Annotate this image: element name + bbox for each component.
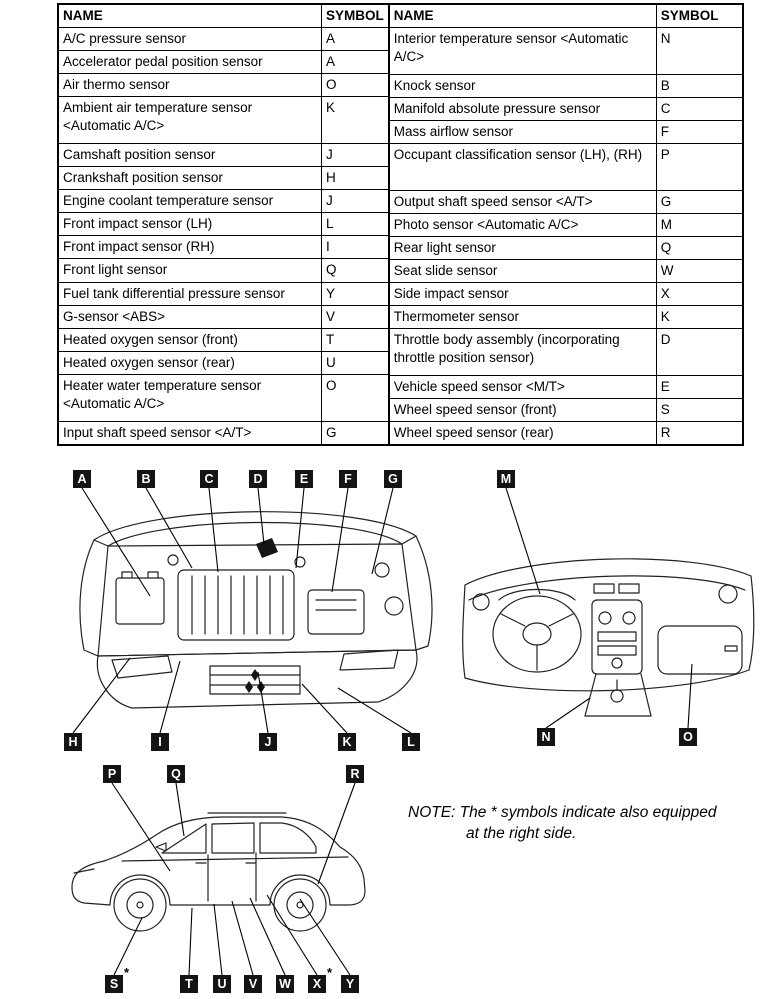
sensor-name-cell: Occupant classification sensor (LH), (RH) — [389, 144, 656, 191]
callout-f: F — [339, 470, 357, 488]
sensor-name-cell: Vehicle speed sensor <M/T> — [389, 376, 656, 399]
callout-j: J — [259, 733, 277, 751]
table-row — [59, 421, 389, 444]
symbol-cell: L — [322, 213, 389, 236]
callout-v: V — [244, 975, 262, 993]
sensor-name-cell: Air thermo sensor — [59, 74, 322, 97]
header-name: NAME — [389, 5, 656, 28]
table-row — [389, 144, 742, 191]
symbol-cell: Q — [322, 259, 389, 282]
callout-q: Q — [167, 765, 185, 783]
sensor-name-cell: Manifold absolute pressure sensor — [389, 98, 656, 121]
callout-x-star: * — [327, 965, 333, 980]
table-header-row — [389, 5, 742, 28]
table-row — [59, 190, 389, 213]
sensor-name-cell: Interior temperature sensor <Automatic A/C> — [389, 28, 656, 75]
table-row — [59, 51, 389, 74]
symbol-cell: V — [322, 305, 389, 328]
sensor-name-cell: Accelerator pedal position sensor — [59, 51, 322, 74]
sensor-name-cell: Camshaft position sensor — [59, 144, 322, 167]
table-row — [59, 259, 389, 282]
table-row — [389, 306, 742, 329]
sensor-name-cell: Thermometer sensor — [389, 306, 656, 329]
callout-s-star: * — [124, 965, 130, 980]
table-row — [389, 283, 742, 306]
symbol-cell: B — [656, 75, 742, 98]
table-row — [389, 329, 742, 376]
symbol-cell: O — [322, 374, 389, 421]
callout-o: O — [679, 728, 697, 746]
sensor-name-cell: Front light sensor — [59, 259, 322, 282]
symbol-cell: G — [656, 191, 742, 214]
callout-m: M — [497, 470, 515, 488]
callout-i: I — [151, 733, 169, 751]
leader-lines-overlay — [0, 446, 777, 999]
sensor-name-cell: Ambient air temperature sensor <Automatic A/C> — [59, 97, 322, 144]
symbol-cell: P — [656, 144, 742, 191]
sensor-table-right — [389, 4, 743, 445]
symbol-cell: K — [656, 306, 742, 329]
symbol-cell: J — [322, 190, 389, 213]
table-row — [389, 28, 742, 75]
callout-s: S — [105, 975, 123, 993]
sensor-name-cell: Heated oxygen sensor (front) — [59, 328, 322, 351]
callout-b: B — [137, 470, 155, 488]
callout-d: D — [249, 470, 267, 488]
sensor-name-cell: Rear light sensor — [389, 237, 656, 260]
header-name: NAME — [59, 5, 322, 28]
symbol-cell: R — [656, 422, 742, 445]
sensor-name-cell: Input shaft speed sensor <A/T> — [59, 421, 322, 444]
table-row — [389, 237, 742, 260]
symbol-cell: Y — [322, 282, 389, 305]
header-symbol: SYMBOL — [656, 5, 742, 28]
symbol-cell: U — [322, 351, 389, 374]
callout-y: Y — [341, 975, 359, 993]
sensor-name-cell: Knock sensor — [389, 75, 656, 98]
callout-a: A — [73, 470, 91, 488]
callout-e: E — [295, 470, 313, 488]
header-symbol: SYMBOL — [322, 5, 389, 28]
symbol-cell: N — [656, 28, 742, 75]
sensor-name-cell: Crankshaft position sensor — [59, 167, 322, 190]
table-row — [389, 191, 742, 214]
table-row — [59, 213, 389, 236]
sensor-name-cell: Wheel speed sensor (rear) — [389, 422, 656, 445]
callout-p: P — [103, 765, 121, 783]
symbol-cell: A — [322, 51, 389, 74]
sensor-name-cell: Heated oxygen sensor (rear) — [59, 351, 322, 374]
note-text: NOTE: The * symbols indicate also equipped at the right side. — [408, 804, 717, 842]
symbol-cell: D — [656, 329, 742, 376]
symbol-cell: F — [656, 121, 742, 144]
callout-g: G — [384, 470, 402, 488]
sensor-name-cell: G-sensor <ABS> — [59, 305, 322, 328]
symbol-cell: S — [656, 399, 742, 422]
symbol-cell: C — [656, 98, 742, 121]
sensor-location-figures — [0, 446, 777, 999]
table-row — [389, 399, 742, 422]
sensor-name-cell: Side impact sensor — [389, 283, 656, 306]
callout-w: W — [276, 975, 294, 993]
sensor-name-cell: Mass airflow sensor — [389, 121, 656, 144]
sensor-name-cell: Front impact sensor (LH) — [59, 213, 322, 236]
table-row — [59, 144, 389, 167]
table-row — [389, 121, 742, 144]
callout-r: R — [346, 765, 364, 783]
sensor-name-cell: Front impact sensor (RH) — [59, 236, 322, 259]
symbol-cell: W — [656, 260, 742, 283]
table-row — [59, 305, 389, 328]
table-row — [59, 282, 389, 305]
sensor-symbol-table — [57, 3, 744, 446]
sensor-name-cell: A/C pressure sensor — [59, 28, 322, 51]
table-row — [59, 74, 389, 97]
sensor-name-cell: Wheel speed sensor (front) — [389, 399, 656, 422]
table-row — [389, 422, 742, 445]
symbol-cell: G — [322, 421, 389, 444]
sensor-name-cell: Heater water temperature sensor <Automatic A/C> — [59, 374, 322, 421]
table-row — [389, 98, 742, 121]
callout-k: K — [338, 733, 356, 751]
symbol-cell: T — [322, 328, 389, 351]
callout-x: X — [308, 975, 326, 993]
table-row — [389, 75, 742, 98]
table-row — [389, 214, 742, 237]
symbol-cell: X — [656, 283, 742, 306]
table-header-row — [59, 5, 389, 28]
callout-n: N — [537, 728, 555, 746]
symbol-cell: M — [656, 214, 742, 237]
table-row — [59, 374, 389, 421]
sensor-name-cell: Output shaft speed sensor <A/T> — [389, 191, 656, 214]
table-row — [59, 351, 389, 374]
symbol-cell: E — [656, 376, 742, 399]
sensor-name-cell: Seat slide sensor — [389, 260, 656, 283]
sensor-name-cell: Fuel tank differential pressure sensor — [59, 282, 322, 305]
symbol-cell: J — [322, 144, 389, 167]
callout-u: U — [213, 975, 231, 993]
table-row — [389, 260, 742, 283]
symbol-cell: H — [322, 167, 389, 190]
sensor-table-left — [58, 4, 389, 445]
table-row — [59, 236, 389, 259]
table-row — [59, 97, 389, 144]
symbol-cell: O — [322, 74, 389, 97]
table-row — [59, 328, 389, 351]
symbol-cell: A — [322, 28, 389, 51]
callout-c: C — [200, 470, 218, 488]
table-row — [389, 376, 742, 399]
sensor-name-cell: Throttle body assembly (incorporating throttle position sensor) — [389, 329, 656, 376]
sensor-name-cell: Engine coolant temperature sensor — [59, 190, 322, 213]
callout-l: L — [402, 733, 420, 751]
symbol-cell: I — [322, 236, 389, 259]
table-row — [59, 167, 389, 190]
callout-h: H — [64, 733, 82, 751]
sensor-name-cell: Photo sensor <Automatic A/C> — [389, 214, 656, 237]
symbol-cell: K — [322, 97, 389, 144]
callout-t: T — [180, 975, 198, 993]
symbol-cell: Q — [656, 237, 742, 260]
table-row — [59, 28, 389, 51]
